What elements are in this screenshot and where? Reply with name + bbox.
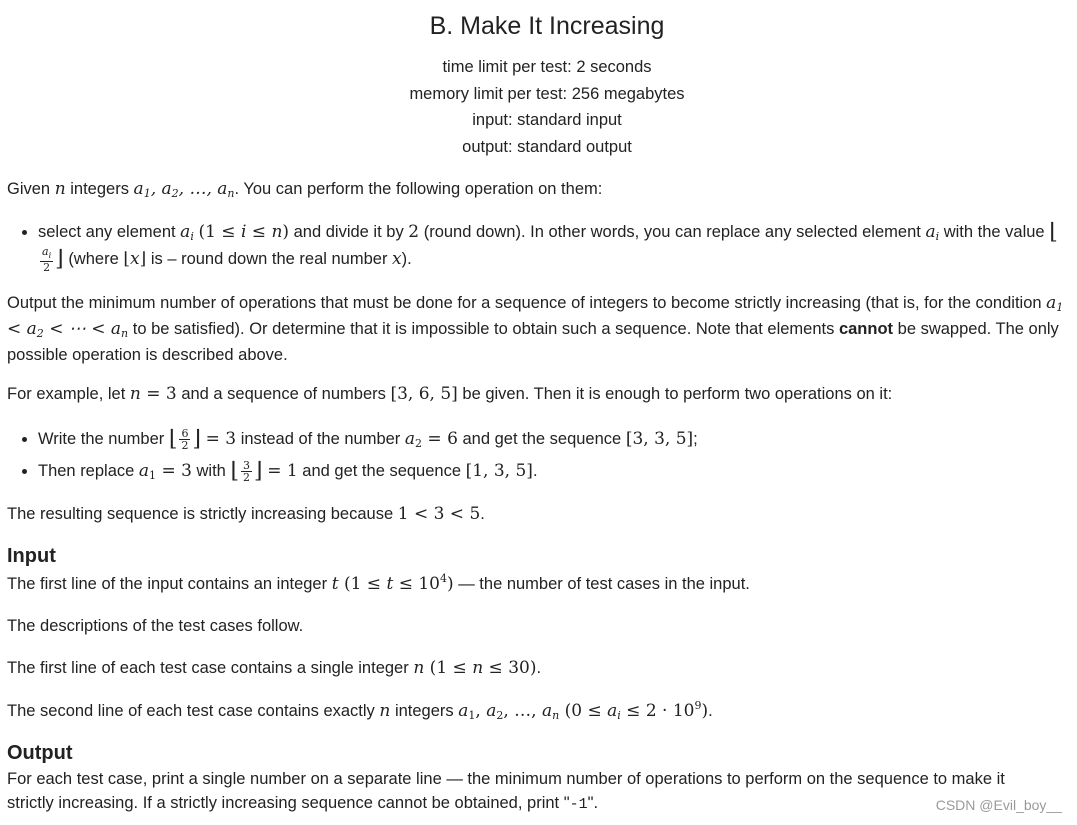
statement-intro: Given n integers a1, a2, …, an. You can perform the following operation on them:	[7, 179, 603, 200]
output-description: For each test case, print a single number on a separate line — the minimum number of operations to perform on the sequence to make it strictly increasing. If a strictly increasing sequence cannot be obtained, print "-1".	[7, 770, 1005, 813]
operation-list	[7, 220, 1071, 273]
problem-title: B. Make It Increasing	[429, 12, 665, 40]
input-file: input: standard input	[472, 111, 622, 129]
statement-paragraph-goal: Output the minimum number of operations that must be done for a sequence of integers to become strictly increasing (that is, for the condition a1 < a2 < ⋯ < an to be satisfied). Or determine that it is impossible to obtain such a sequence. Note that elements cannot be swapped. The only possible operation is described above.	[7, 293, 1064, 364]
example-step: • Then replace a1 = 3 with ⌊ $\frac{3}{2}$ ⌋ = 1 and get the sequence [1, 3, 5].	[38, 456, 1071, 488]
input-line-1: The first line of the input contains an integer t $(1 \le t \le 10^4)$ — the number of test cases in the input.	[7, 572, 750, 594]
operation-item: • select any element ai (1 ≤ i ≤ n) and divide it by 2 (round down). In other words, you can replace any selected element ai with the value ⌊ $\frac{a_i}{2}$ ⌋ (where ⌊x⌋ is – round down the real number x).	[38, 220, 1071, 273]
problem-limits	[0, 54, 1077, 160]
example-step: • Write the number ⌊ $\frac{6}{2}$ ⌋ = 3 instead of the number a2 = 6 and get the sequence [3, 3, 5];	[38, 424, 1071, 456]
input-line-4: The second line of each test case contains exactly n integers a1, a2, …, an (0 ≤ ai ≤ $2 \cdot 10^9$).	[7, 699, 713, 722]
output-heading: Output	[7, 742, 73, 764]
statement-example-intro: For example, let n = 3 and a sequence of numbers [3, 6, 5] be given. Then it is enough to perform two operations on it:	[7, 384, 893, 404]
memory-limit: memory limit per test: 256 megabytes	[409, 84, 685, 103]
time-limit: time limit per test: 2 seconds	[442, 58, 652, 76]
inline-code: -1	[569, 796, 588, 813]
csdn-watermark: CSDN @Evil_boy__	[935, 797, 1062, 813]
example-steps	[7, 424, 1071, 488]
output-file: output: standard output	[462, 137, 632, 156]
input-heading: Input	[7, 545, 56, 567]
input-line-3: The first line of each test case contains a single integer n (1 ≤ n ≤ 30).	[7, 658, 542, 678]
input-line-2: The descriptions of the test cases follow.	[7, 617, 304, 635]
statement-result: The resulting sequence is strictly increasing because 1 < 3 < 5.	[7, 504, 485, 524]
